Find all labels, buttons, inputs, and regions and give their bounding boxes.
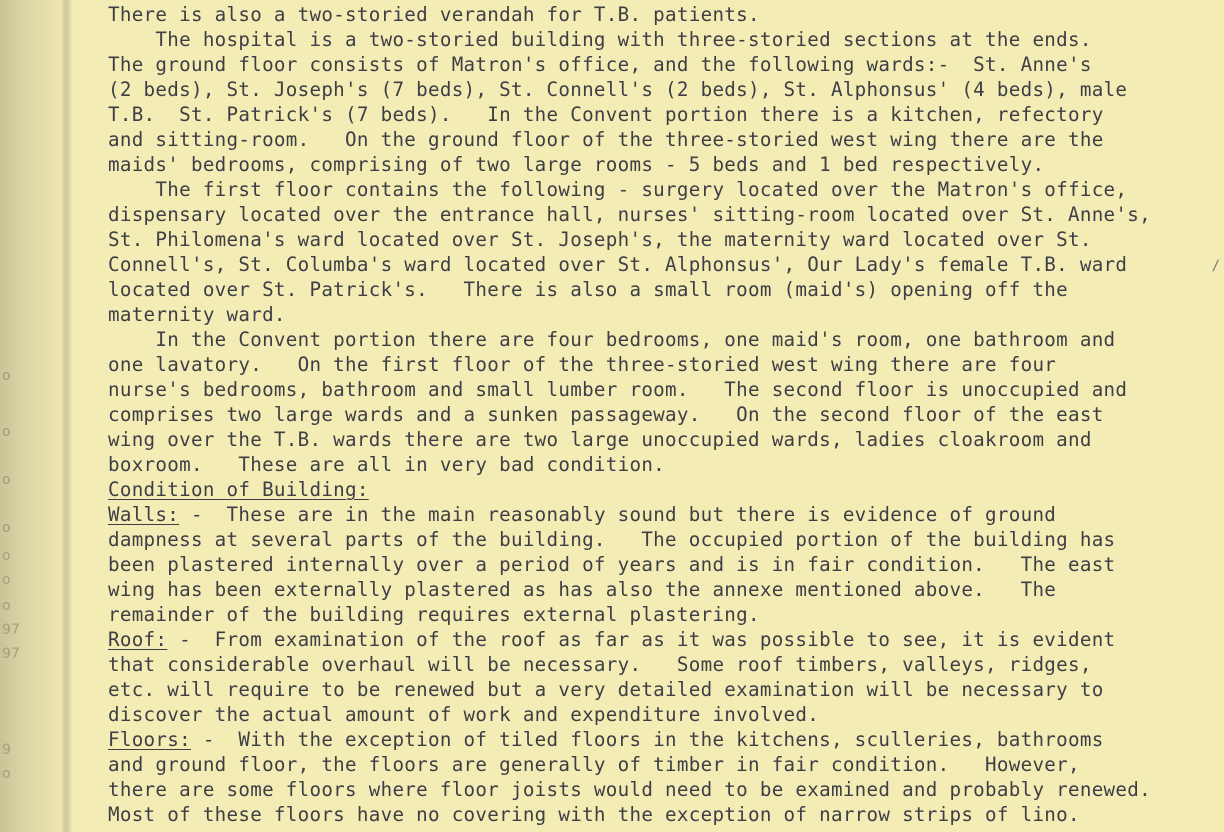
body-line: In the Convent portion there are four bedrooms, one maid's room, one bathroom and: [108, 328, 1116, 351]
gutter-mark: 97: [2, 646, 20, 662]
body-line: nurse's bedrooms, bathroom and small lumber room. The second floor is unoccupied and: [108, 378, 1128, 401]
gutter-mark: o: [2, 472, 11, 488]
body-line: St. Philomena's ward located over St. Joseph's, the maternity ward located over St.: [108, 228, 1092, 251]
walls-label: Walls:: [108, 503, 180, 526]
floors-first-line: [108, 727, 1104, 752]
binding-gutter: [0, 0, 66, 832]
walls-first-line: [108, 502, 1056, 527]
gutter-mark: o: [2, 548, 11, 564]
gutter-mark: 9: [2, 742, 11, 758]
body-line: (2 beds), St. Joseph's (7 beds), St. Connell's (2 beds), St. Alphonsus' (4 beds), male: [108, 78, 1128, 101]
gutter-mark: o: [2, 520, 11, 536]
body-line: maids' bedrooms, comprising of two large rooms - 5 beds and 1 bed respectively.: [108, 153, 1045, 176]
body-line: Connell's, St. Columba's ward located over St. Alphonsus', Our Lady's female T.B. ward: [108, 253, 1128, 276]
typewritten-page: [108, 0, 1218, 832]
walls-text: - These are in the main reasonably sound but there is evidence of ground: [179, 503, 1057, 526]
gutter-mark: o: [2, 766, 11, 782]
body-line: one lavatory. On the first floor of the three-storied west wing there are four: [108, 353, 1057, 376]
body-line: boxroom. These are all in very bad condition.: [108, 453, 666, 476]
body-line: The ground floor consists of Matron's office, and the following wards:- St. Anne's: [108, 53, 1092, 76]
body-line: dispensary located over the entrance hall, nurses' sitting-room located over St. Anne's,: [108, 203, 1151, 226]
body-line: and ground floor, the floors are generally of timber in fair condition. However,: [108, 753, 1080, 776]
body-line: Most of these floors have no covering with the exception of narrow strips of lino.: [108, 803, 1080, 826]
body-line: remainder of the building requires external plastering.: [108, 603, 760, 626]
body-line: maternity ward.: [108, 303, 286, 326]
body-line: T.B. St. Patrick's (7 beds). In the Convent portion there is a kitchen, refectory: [108, 103, 1104, 126]
body-line: wing has been externally plastered as has also the annexe mentioned above. The: [108, 578, 1057, 601]
body-line: comprises two large wards and a sunken passageway. On the second floor of the east: [108, 403, 1104, 426]
body-line: The first floor contains the following - surgery located over the Matron's office,: [108, 178, 1128, 201]
roof-text: - From examination of the roof as far as it was possible to see, it is evident: [167, 628, 1116, 651]
roof-label: Roof:: [108, 628, 168, 651]
body-line: wing over the T.B. wards there are two large unoccupied wards, ladies cloakroom and: [108, 428, 1092, 451]
body-line: there are some floors where floor joists would need to be examined and probably renewed.: [108, 778, 1151, 801]
gutter-mark: o: [2, 424, 11, 440]
page-fold-shadow: [62, 0, 72, 832]
body-line: located over St. Patrick's. There is also a small room (maid's) opening off the: [108, 278, 1068, 301]
body-line: dampness at several parts of the building. The occupied portion of the building has: [108, 528, 1116, 551]
body-line: The hospital is a two-storied building with three-storied sections at the ends.: [108, 28, 1092, 51]
gutter-mark: o: [2, 572, 11, 588]
body-line: that considerable overhaul will be necessary. Some roof timbers, valleys, ridges,: [108, 653, 1092, 676]
section-heading: Condition of Building:: [108, 478, 369, 501]
gutter-mark: 97: [2, 622, 20, 638]
gutter-mark: o: [2, 598, 11, 614]
body-line: and sitting-room. On the ground floor of the three-storied west wing there are the: [108, 128, 1104, 151]
floors-label: Floors:: [108, 728, 191, 751]
body-line: been plastered internally over a period of years and is in fair condition. The east: [108, 553, 1116, 576]
gutter-mark: o: [2, 368, 11, 384]
body-line: There is also a two-storied verandah for T.B. patients.: [108, 3, 760, 26]
floors-text: - With the exception of tiled floors in the kitchens, sculleries, bathrooms: [190, 728, 1104, 751]
ink-speck: ∕: [1211, 258, 1220, 274]
body-line: etc. will require to be renewed but a very detailed examination will be necessary to: [108, 678, 1104, 701]
roof-first-line: [108, 627, 1115, 652]
body-line: discover the actual amount of work and expenditure involved.: [108, 703, 820, 726]
